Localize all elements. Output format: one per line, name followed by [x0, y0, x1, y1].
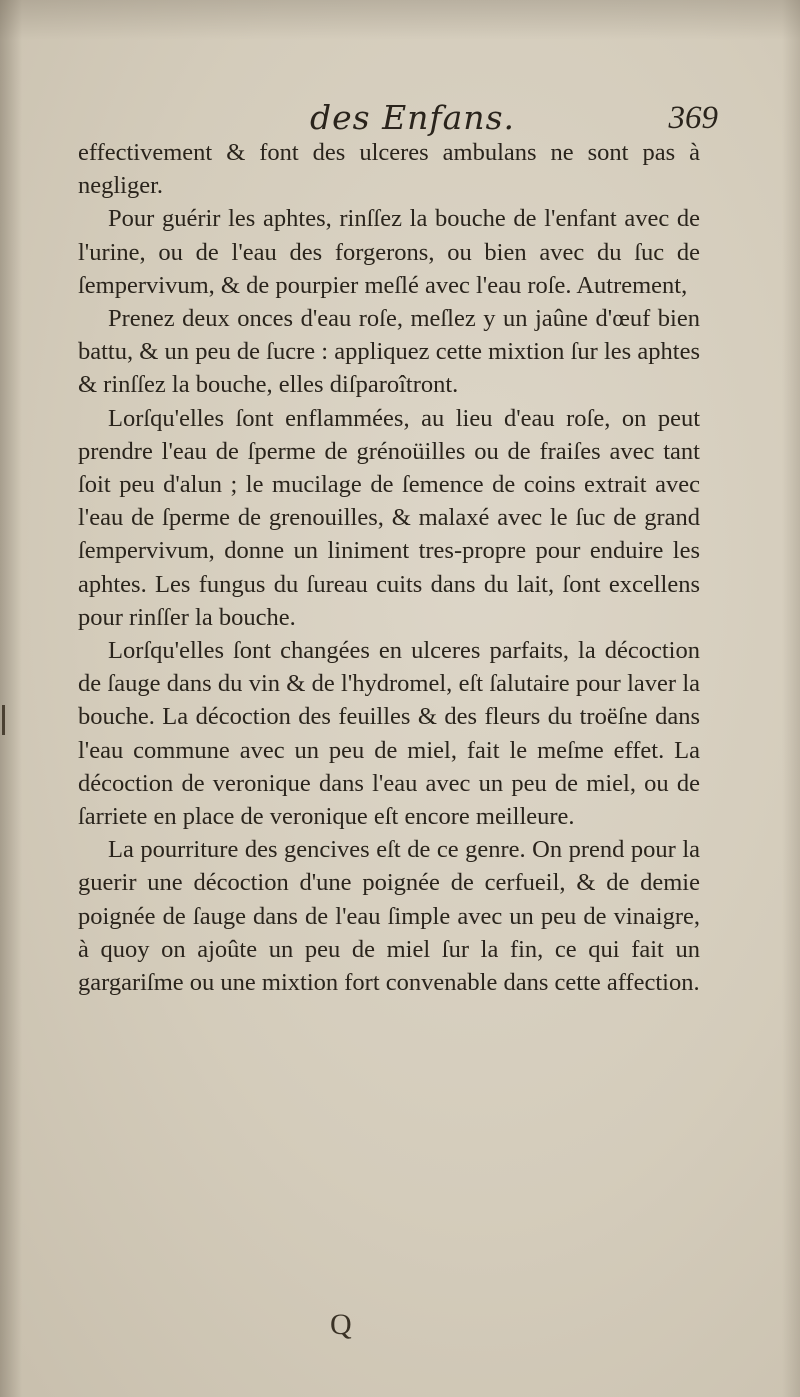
paragraph-continuation: effectivement & font des ulceres ambulans ne sont pas à negliger. [78, 139, 700, 200]
paragraph: Prenez deux onces d'eau roſe, meſlez y un jaûne d'œuf bien battu, & un peu de ſucre : appliquez cette mixtion ſur les aphtes & rinſſez la bouche, elles diſparoîtront. [78, 305, 700, 399]
page-edge-shadow [782, 0, 800, 1397]
paragraph: Lorſqu'elles ſont enflammées, au lieu d'eau roſe, on peut prendre l'eau de ſperme de grénoüilles ou de fraiſes avec tant ſoit peu d'alun ; le mucilage de ſemence de coins extrait avec l'eau de ſperme de grenouilles, & malaxé avec le ſuc de grand ſempervivum, donne un liniment tres-propre pour enduire les aphtes. Les fungus du ſureau cuits dans du lait, ſont excellens pour rinſſer la bouche. [78, 404, 700, 631]
paragraph: Lorſqu'elles ſont changées en ulceres parfaits, la décoction de ſauge dans du vin & de l'hydromel, eſt ſalutaire pour laver la bouche. La décoction des feuilles & des fleurs du troëſne dans l'eau commune avec un peu de miel, fait le meſme effet. La décoction de veronique dans l'eau avec un peu de miel, ou de ſarriete en place de veronique eſt encore meilleure. [78, 637, 700, 831]
running-title: des Enfans. [310, 98, 515, 137]
spine-shadow [0, 0, 22, 1397]
running-head [78, 96, 718, 140]
margin-mark [2, 705, 5, 735]
page-number: 369 [668, 100, 718, 136]
paragraph: La pourriture des gencives eſt de ce genre. On prend pour la guerir une décoction d'une poignée de cerfueil, & de demie poignée de ſauge dans de l'eau ſimple avec un peu de vinaigre, à quoy on ajoûte un peu de miel ſur la fin, ce qui fait un gargariſme ou une mixtion fort convenable dans cette affection. [78, 836, 700, 997]
top-shadow [0, 0, 800, 40]
signature-mark: Q [330, 1308, 352, 1341]
paragraph: Pour guérir les aphtes, rinſſez la bouche de l'enfant avec de l'urine, ou de l'eau des forgerons, ou bien avec du ſuc de ſempervivum, & de pourpier meſlé avec l'eau roſe. Autrement, [78, 205, 700, 299]
body-text [78, 136, 700, 999]
